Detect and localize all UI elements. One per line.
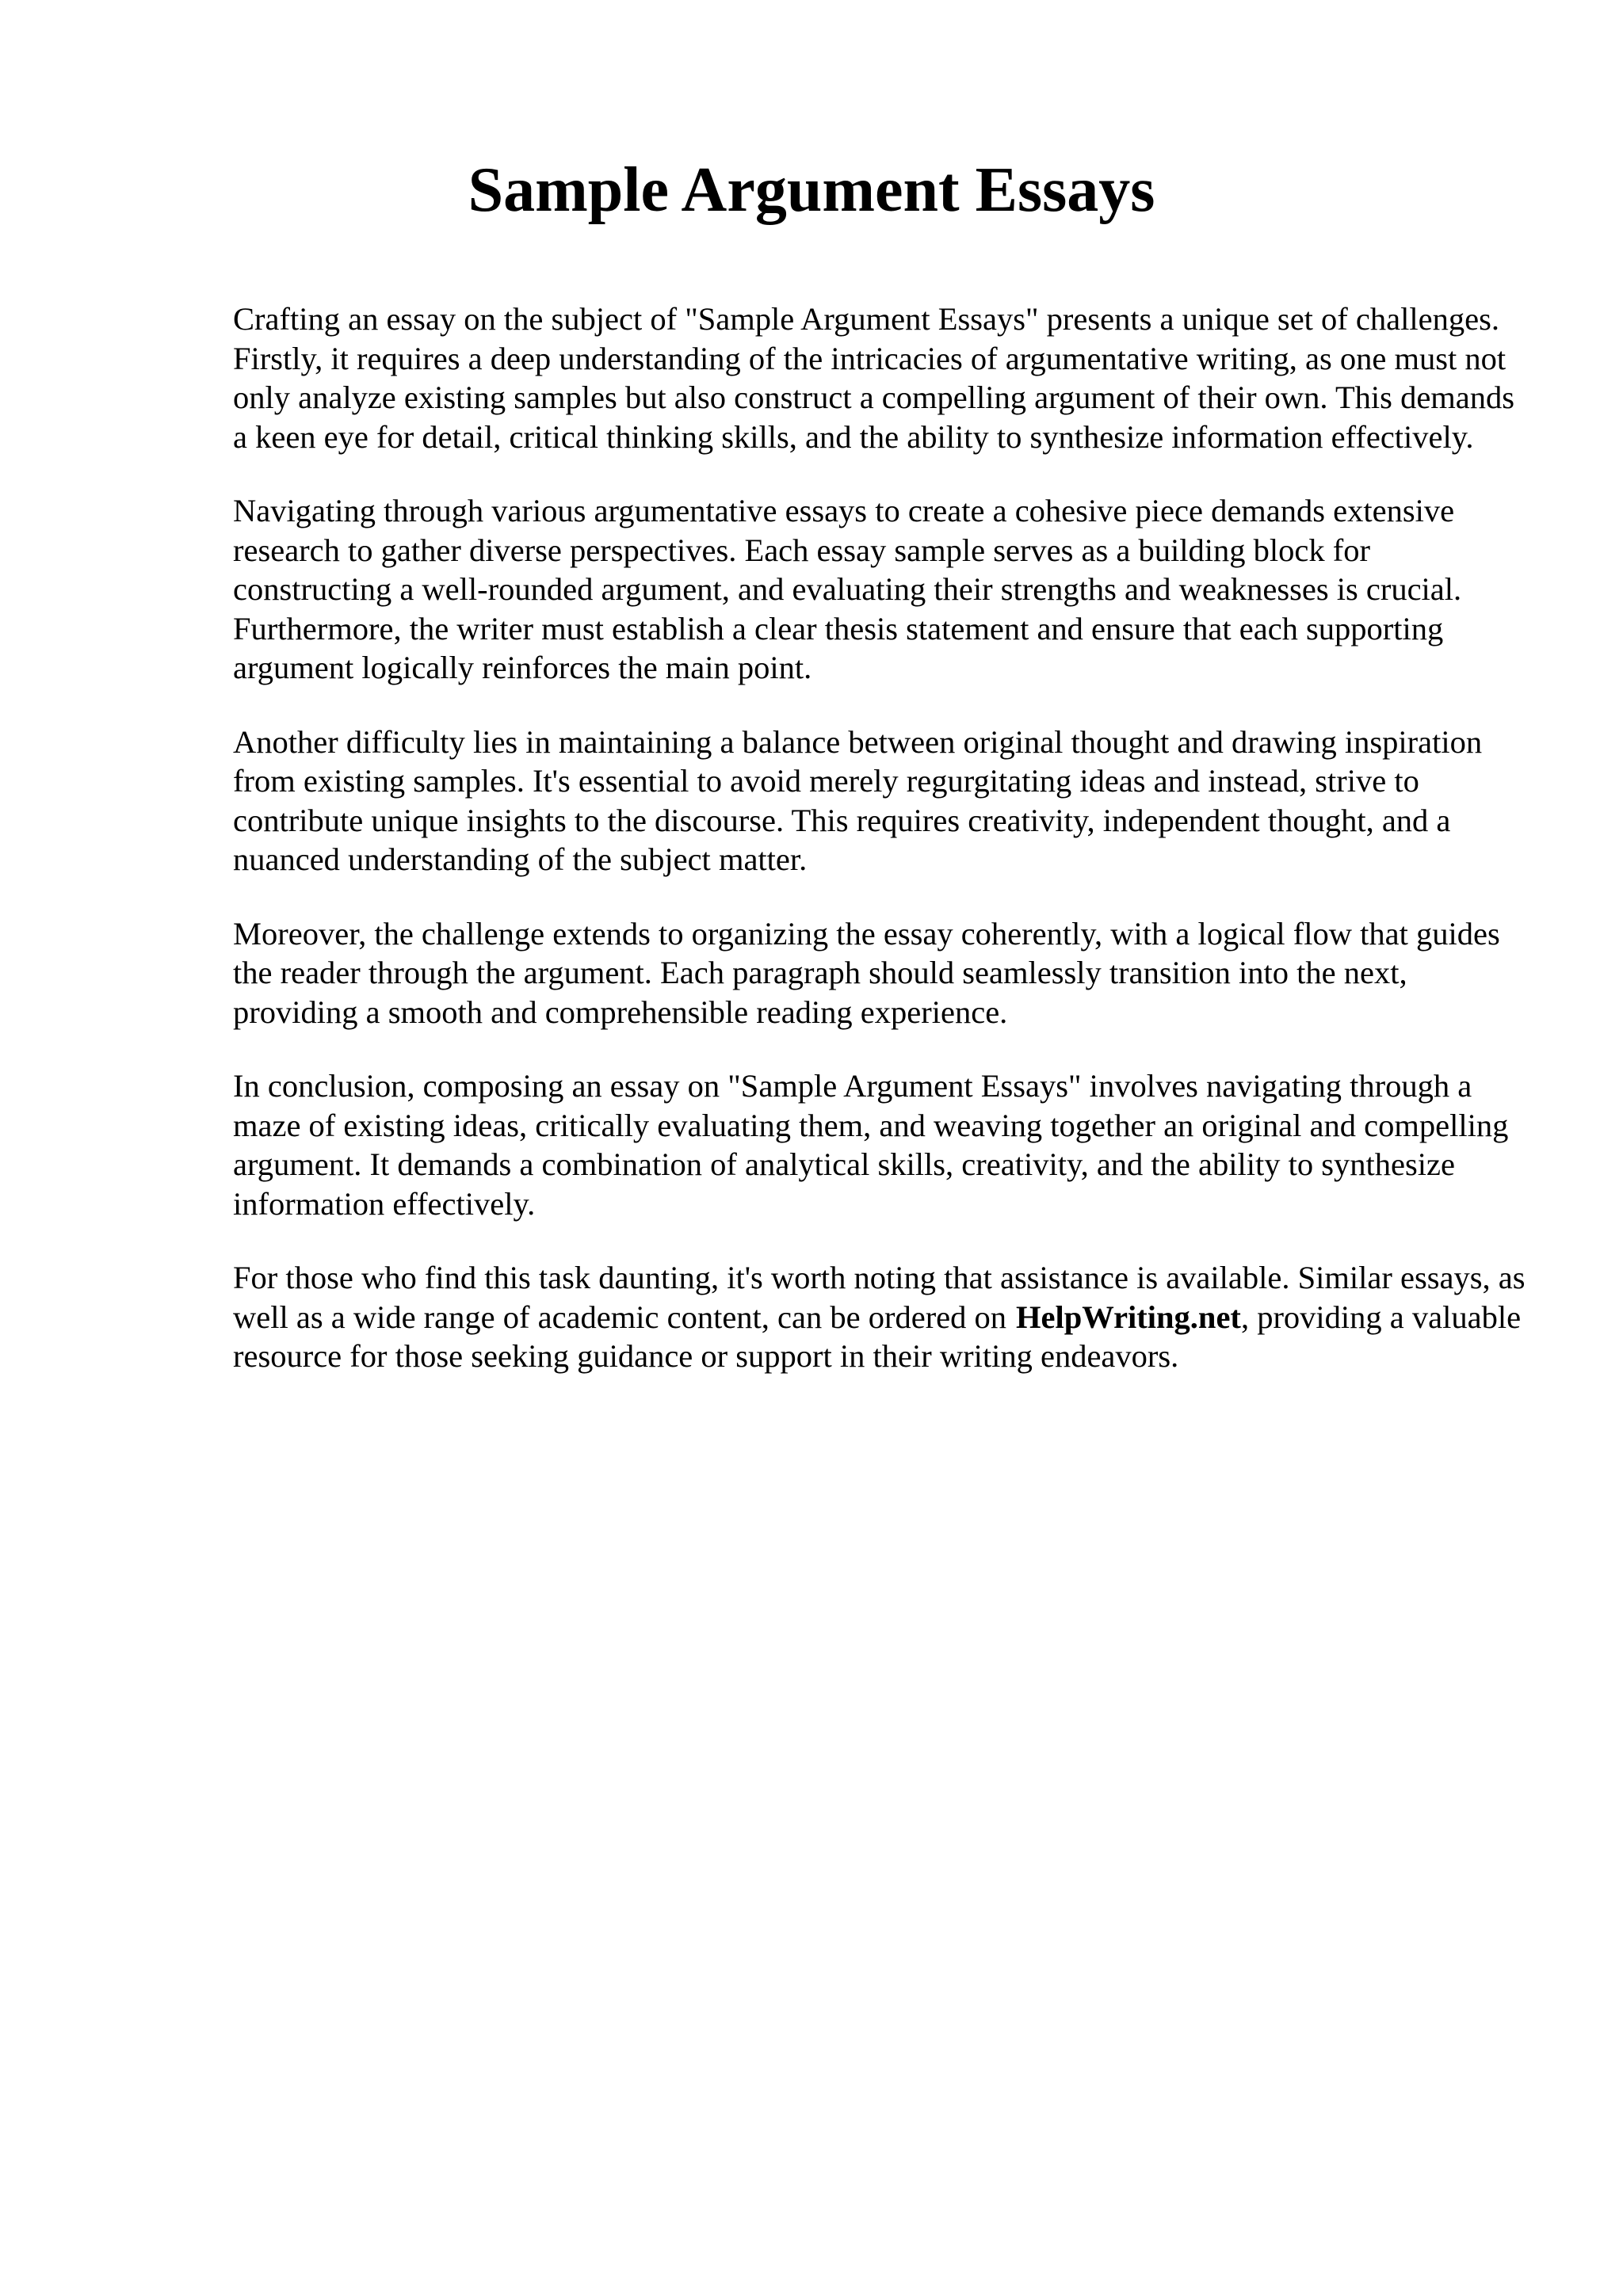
paragraph-2: Navigating through various argumentative essays to create a cohesive piece demands extensive research to gather diverse perspectives. Each essay sample serves as a building block for constructing a well-rounded argument, and evaluating their strengths and weaknesses is crucial. Furthermore, the writer must establish a clear thesis statement and ensure that each supporting argument logically reinforces the main point. (233, 493, 1462, 685)
paragraph-3: Another difficulty lies in maintaining a balance between original thought and drawing inspiration from existing samples. It's essential to avoid merely regurgitating ideas and instead, strive to contribute unique insights to the discourse. This requires creativity, independent thought, and a nuanced understanding of the subject matter. (233, 723, 1483, 877)
paragraph-4: Moreover, the challenge extends to organizing the essay coherently, with a logical flow that guides the reader through the argument. Each paragraph should seamlessly transition into the next, providing a smooth and comprehensible reading experience. (233, 915, 1500, 1030)
paragraph-6-text-before-link: For those who find this task daunting, it's worth noting that assistance is available. Similar essays, as well as a wide range of academic content, can be ordered on (233, 1260, 1526, 1335)
paragraph-6 (233, 1258, 1533, 1376)
document-body (233, 299, 1533, 1411)
helpwriting-link[interactable]: HelpWriting.net (1016, 1299, 1241, 1335)
paragraph-6-text-after-link: , providing a valuable resource for those seeking guidance or support in their writing endeavors. (233, 1299, 1522, 1374)
paragraph-1: Crafting an essay on the subject of "Sample Argument Essays" presents a unique set of challenges. Firstly, it requires a deep understanding of the intricacies of argumentative writing, as one must not only analyze existing samples but also construct a compelling argument of their own. This demands a keen eye for detail, critical thinking skills, and the ability to synthesize information effectively. (233, 301, 1515, 455)
page-title: Sample Argument Essays (468, 155, 1155, 225)
paragraph-5: In conclusion, composing an essay on "Sample Argument Essays" involves navigating through a maze of existing ideas, critically evaluating them, and weaving together an original and compelling argument. It demands a combination of analytical skills, creativity, and the ability to synthesize information effectively. (233, 1068, 1509, 1222)
